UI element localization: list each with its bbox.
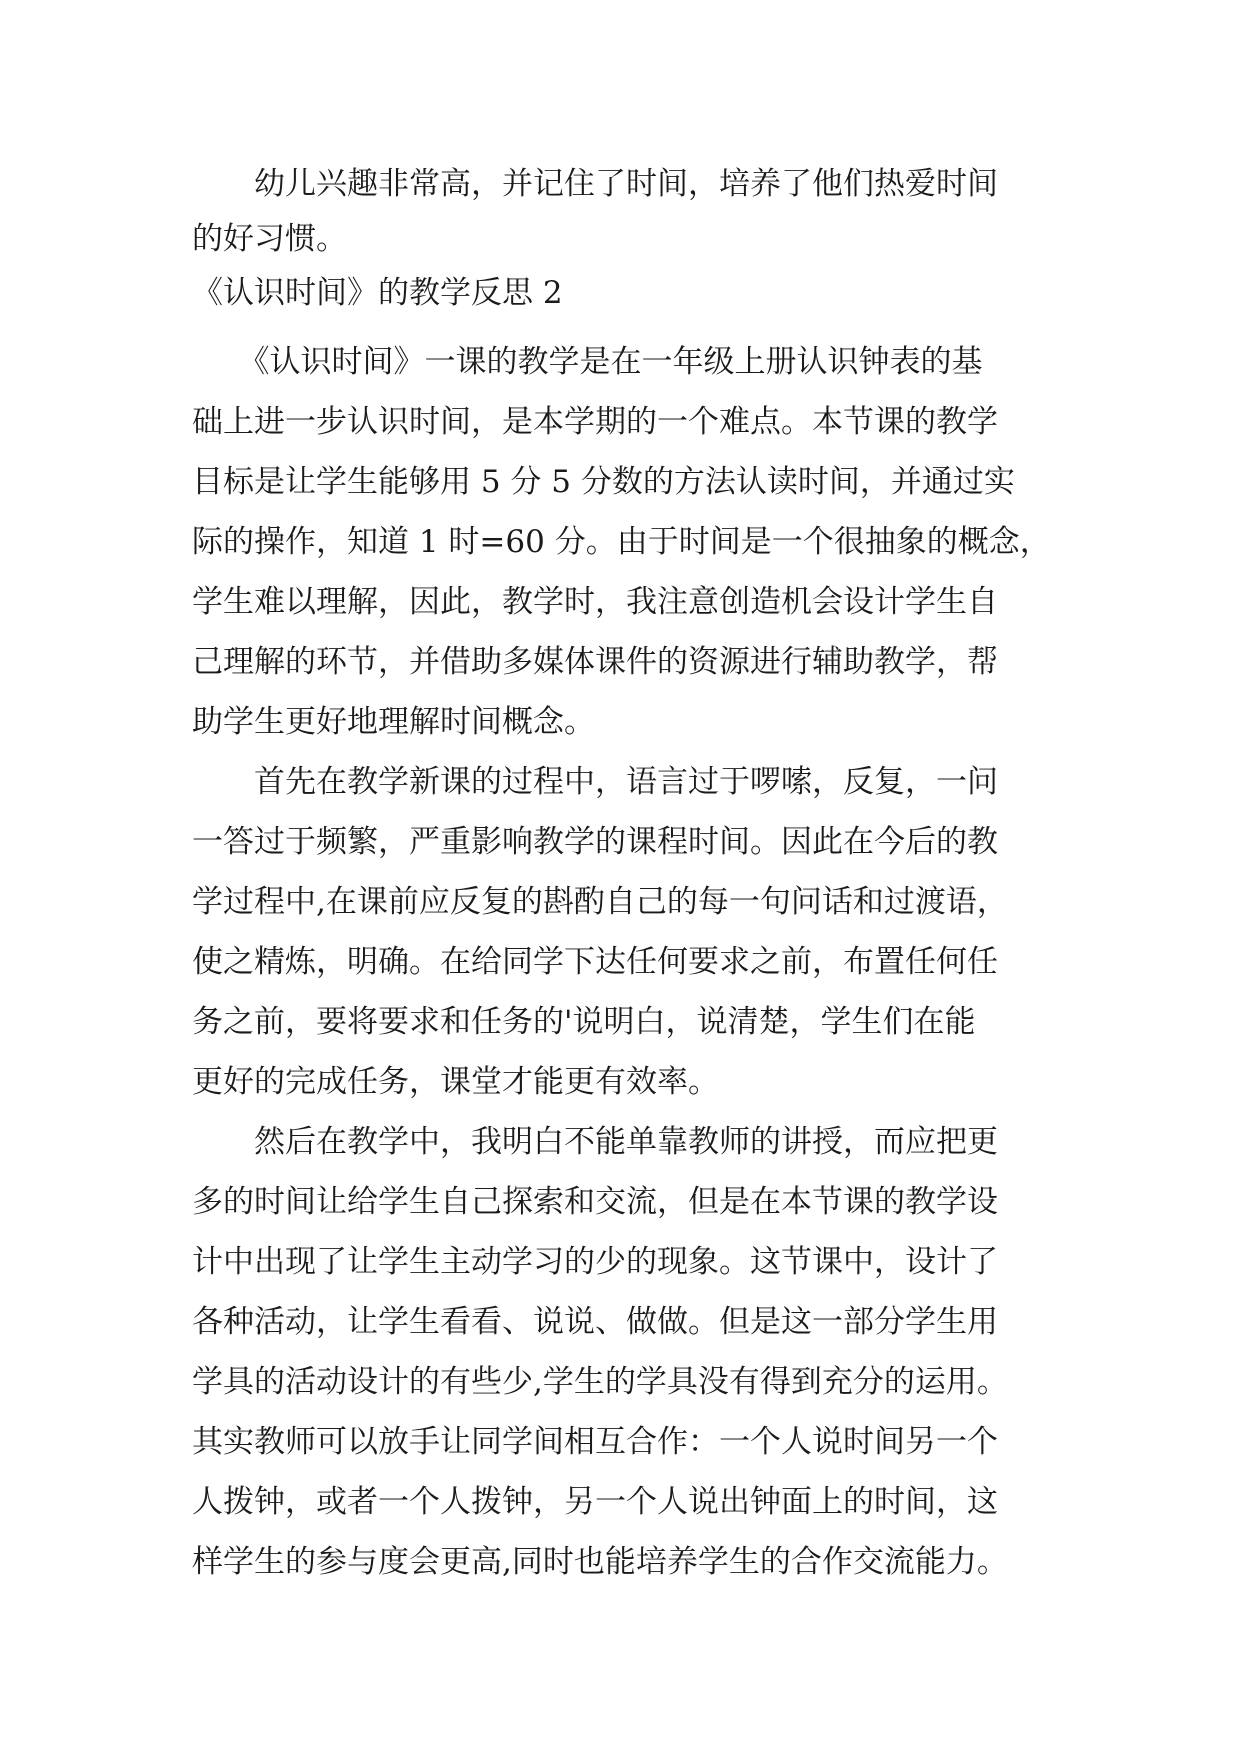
paragraph-line: 务之前，要将要求和任务的'说明白，说清楚，学生们在能 [192,1004,976,1040]
paragraph-line: 目标是让学生能够用 5 分 5 分数的方法认读时间，并通过实 [192,464,1015,500]
paragraph-line: 各种活动，让学生看看、说说、做做。但是这一部分学生用 [192,1304,998,1340]
paragraph-line: 学过程中,在课前应反复的斟酌自己的每一句问话和过渡语， [192,884,1008,920]
paragraph-line: 幼儿兴趣非常高，并记住了时间，培养了他们热爱时间 [192,166,998,202]
paragraph-line: 学具的活动设计的有些少,学生的学具没有得到充分的运用。 [192,1364,1008,1400]
paragraph-line: 首先在教学新课的过程中，语言过于啰嗦，反复，一问 [192,764,998,800]
paragraph-line: 助学生更好地理解时间概念。 [192,704,595,740]
paragraph-line: 多的时间让给学生自己探索和交流，但是在本节课的教学设 [192,1184,998,1220]
paragraph-line: 人拨钟，或者一个人拨钟，另一个人说出钟面上的时间，这 [192,1484,998,1520]
paragraph-line: 《认识时间》一课的教学是在一年级上册认识钟表的基 [192,344,983,380]
paragraph-line: 其实教师可以放手让同学间相互合作：一个人说时间另一个 [192,1424,998,1460]
paragraph-line: 的好习惯。 [192,221,347,257]
paragraph-line: 际的操作，知道 1 时=60 分。由于时间是一个很抽象的概念， [192,524,1051,560]
paragraph-line: 使之精炼，明确。在给同学下达任何要求之前，布置任何任 [192,944,998,980]
paragraph-line: 一答过于频繁，严重影响教学的课程时间。因此在今后的教 [192,824,998,860]
paragraph-line: 计中出现了让学生主动学习的少的现象。这节课中，设计了 [192,1244,998,1280]
paragraph-line: 础上进一步认识时间，是本学期的一个难点。本节课的教学 [192,404,998,440]
paragraph-line: 样学生的参与度会更高,同时也能培养学生的合作交流能力。 [192,1544,1008,1580]
paragraph-line: 更好的完成任务，课堂才能更有效率。 [192,1064,719,1100]
paragraph-line: 学生难以理解，因此，教学时，我注意创造机会设计学生自 [192,584,998,620]
section-heading: 《认识时间》的教学反思 2 [192,275,563,311]
paragraph-line: 然后在教学中，我明白不能单靠教师的讲授，而应把更 [192,1124,998,1160]
paragraph-line: 己理解的环节，并借助多媒体课件的资源进行辅助教学，帮 [192,644,998,680]
